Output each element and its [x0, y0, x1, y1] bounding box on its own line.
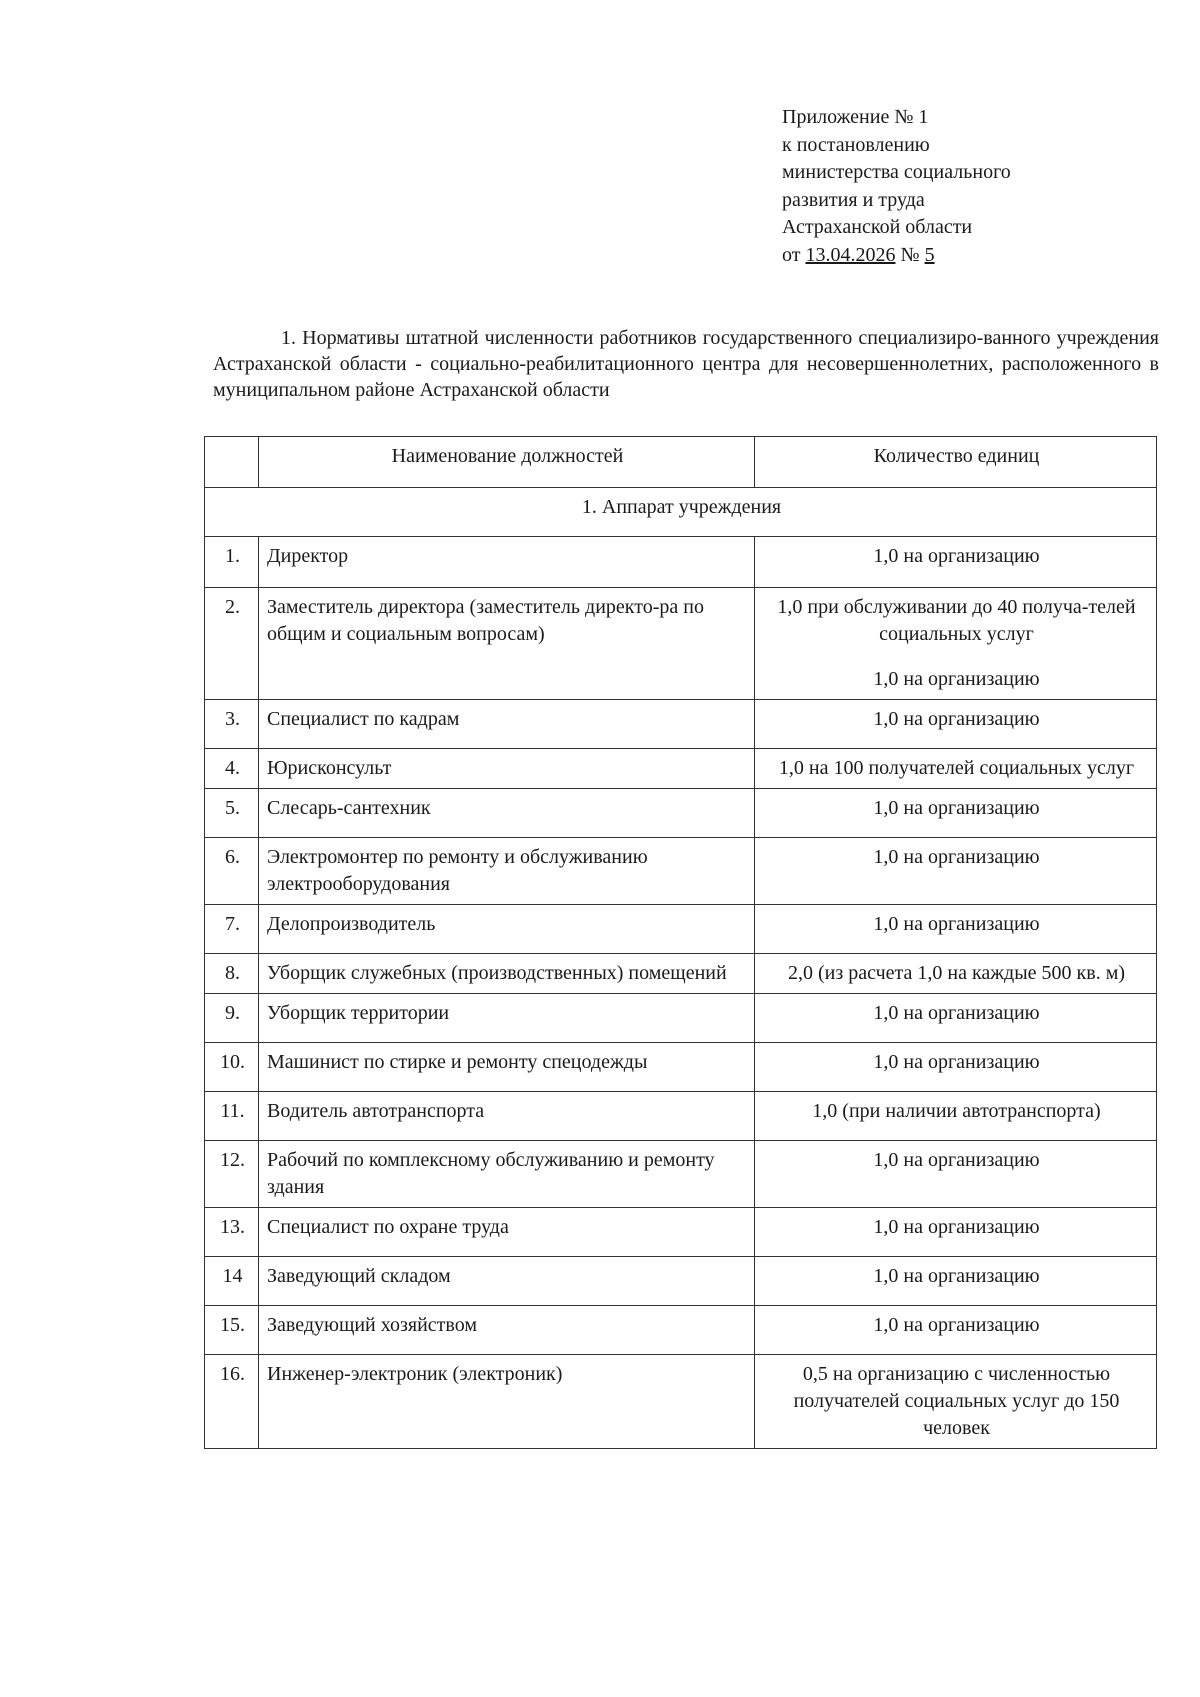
- appendix-line: Астраханской области: [782, 216, 973, 239]
- row-num: 1.: [205, 537, 259, 588]
- table-row: [205, 1306, 1157, 1355]
- appendix-line: министерства социального: [782, 161, 1011, 184]
- row-qty: 1,0 на организацию: [755, 1141, 1157, 1208]
- row-name: Уборщик служебных (производственных) помещений: [259, 954, 755, 994]
- row-qty: 1,0 на организацию: [755, 905, 1157, 954]
- table-header-row: [205, 437, 1157, 488]
- section-title: 1. Аппарат учреждения: [205, 488, 1157, 537]
- row-qty-alt: 1,0 на организацию: [873, 668, 1040, 690]
- table-row: [205, 905, 1157, 954]
- row-name: Заместитель директора (заместитель директо-ра по общим и социальным вопросам): [259, 588, 755, 700]
- row-qty: 1,0 при обслуживании до 40 получа-телей социальных услуг: [777, 596, 1136, 645]
- table-row: [205, 1092, 1157, 1141]
- row-num: 5.: [205, 789, 259, 838]
- table-row: [205, 1141, 1157, 1208]
- row-name: Инженер-электроник (электроник): [259, 1355, 755, 1449]
- appendix-date-line: [782, 242, 1011, 270]
- section-heading: 1. Нормативы штатной численности работников государственного специализиро-ванного учреждения Астраханской области - социально-реабилитационного центра для несовершеннолетних, расположенного в муниципальном районе Астраханской области: [213, 327, 1159, 401]
- date-prefix: от: [782, 243, 806, 266]
- row-num: 3.: [205, 700, 259, 749]
- row-name: Слесарь-сантехник: [259, 789, 755, 838]
- row-name: Уборщик территории: [259, 994, 755, 1043]
- decree-date: 13.04.2026: [805, 243, 896, 266]
- row-num: 8.: [205, 954, 259, 994]
- table-row: [205, 749, 1157, 789]
- row-num: 2.: [205, 588, 259, 700]
- row-num: 11.: [205, 1092, 259, 1141]
- row-qty: 1,0 на организацию: [755, 1208, 1157, 1257]
- row-name: Машинист по стирке и ремонту спецодежды: [259, 1043, 755, 1092]
- row-qty: 1,0 (при наличии автотранспорта): [755, 1092, 1157, 1141]
- row-name: Делопроизводитель: [259, 905, 755, 954]
- row-num: 15.: [205, 1306, 259, 1355]
- table-row: [205, 1208, 1157, 1257]
- appendix-line: развития и труда: [782, 188, 925, 211]
- row-name: Юрисконсульт: [259, 749, 755, 789]
- row-num: 14: [205, 1257, 259, 1306]
- table-row: [205, 700, 1157, 749]
- row-name: Заведующий хозяйством: [259, 1306, 755, 1355]
- table-row: [205, 1257, 1157, 1306]
- row-num: 12.: [205, 1141, 259, 1208]
- row-qty: 1,0 на организацию: [755, 994, 1157, 1043]
- header-name: Наименование должностей: [259, 437, 755, 488]
- row-num: 13.: [205, 1208, 259, 1257]
- decree-number: 5: [924, 243, 935, 266]
- number-prefix: №: [895, 243, 925, 266]
- row-name: Директор: [259, 537, 755, 588]
- row-qty: 1,0 на организацию: [755, 537, 1157, 588]
- table-row: [205, 588, 1157, 700]
- row-qty-cell: [755, 588, 1157, 700]
- row-name: Водитель автотранспорта: [259, 1092, 755, 1141]
- table-section-row: [205, 488, 1157, 537]
- row-qty: 2,0 (из расчета 1,0 на каждые 500 кв. м): [755, 954, 1157, 994]
- row-qty: 1,0 на организацию: [755, 700, 1157, 749]
- row-name: Специалист по охране труда: [259, 1208, 755, 1257]
- row-num: 16.: [205, 1355, 259, 1449]
- row-qty: 0,5 на организацию с численностью получателей социальных услуг до 150 человек: [755, 1355, 1157, 1449]
- row-name: Специалист по кадрам: [259, 700, 755, 749]
- table-row: [205, 1043, 1157, 1092]
- table-row: [205, 994, 1157, 1043]
- staffing-table: [204, 436, 1157, 1449]
- table-row: [205, 537, 1157, 588]
- row-qty: 1,0 на организацию: [755, 1257, 1157, 1306]
- row-num: 4.: [205, 749, 259, 789]
- header-qty: Количество единиц: [755, 437, 1157, 488]
- row-name: Электромонтер по ремонту и обслуживанию электрооборудования: [259, 838, 755, 905]
- table-row: [205, 1355, 1157, 1449]
- row-qty: 1,0 на организацию: [755, 1043, 1157, 1092]
- appendix-line: к постановлению: [782, 133, 930, 156]
- row-qty: 1,0 на организацию: [755, 789, 1157, 838]
- row-num: 9.: [205, 994, 259, 1043]
- row-num: 7.: [205, 905, 259, 954]
- row-qty: 1,0 на 100 получателей социальных услуг: [755, 749, 1157, 789]
- row-num: 10.: [205, 1043, 259, 1092]
- row-qty: 1,0 на организацию: [755, 838, 1157, 905]
- appendix-block: [782, 104, 1011, 270]
- appendix-line: Приложение № 1: [782, 106, 929, 128]
- row-name: Рабочий по комплексному обслуживанию и ремонту здания: [259, 1141, 755, 1208]
- row-name: Заведующий складом: [259, 1257, 755, 1306]
- row-qty: 1,0 на организацию: [755, 1306, 1157, 1355]
- table-row: [205, 838, 1157, 905]
- row-num: 6.: [205, 838, 259, 905]
- table-row: [205, 789, 1157, 838]
- table-row: [205, 954, 1157, 994]
- header-num: [205, 437, 259, 488]
